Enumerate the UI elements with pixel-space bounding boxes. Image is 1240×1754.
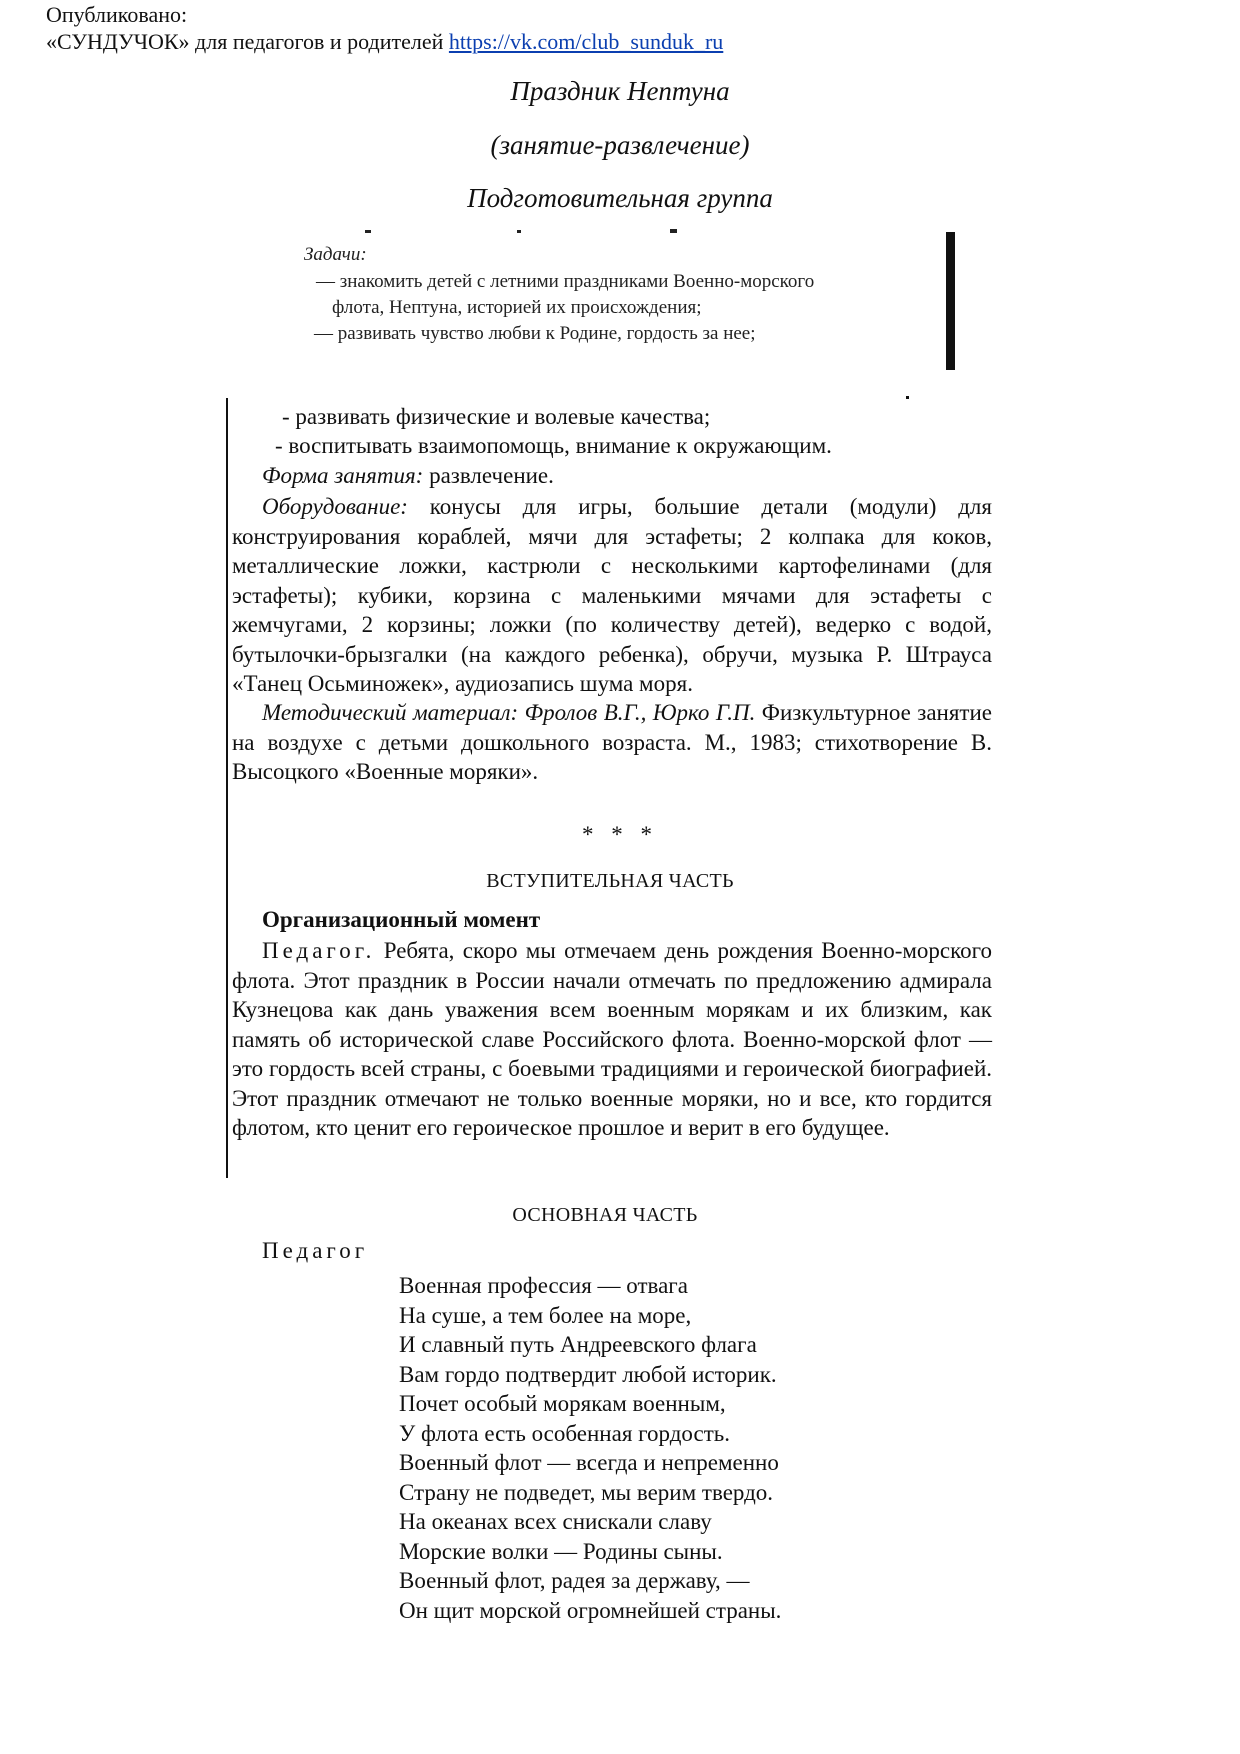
equipment-text: конусы для игры, большие детали (модули) для конструирования кораблей, мячи для эстафеты; 2 колпака для коков, металлические ложки, кастрюли с несколькими картофелинами (для эстафеты); кубики, корзина с маленькими мячами для эстафеты с жемчугами, 2 корзины; ложки (по количеству детей), ведерко с водой, бутылочки-брызгалки (на каждого ребенка), обручи, музыка Р. Штрауса «Танец Осьминожек», аудиозапись шума моря. xyxy=(232,494,992,696)
poem-line: И славный путь Андреевского флага xyxy=(399,1332,757,1357)
poem-line: Морские волки — Родины сыны. xyxy=(399,1538,723,1564)
form-line xyxy=(262,463,554,489)
poem-line: На океанах всех снискали славу xyxy=(399,1509,712,1534)
poem-line: На суше, а тем более на море, xyxy=(399,1302,692,1328)
published-source xyxy=(46,29,723,55)
main-speaker: Педагог xyxy=(262,1238,369,1263)
page-subtitle: (занятие-развлечение) xyxy=(490,130,750,160)
task-item-3: - развивать физические и волевые качества; xyxy=(282,404,711,429)
source-link[interactable]: https://vk.com/club_sunduk_ru xyxy=(448,29,724,54)
intro-subheading: Организационный момент xyxy=(262,907,541,932)
intro-speaker: Педагог. xyxy=(262,938,376,963)
poem-line: Военный флот, радея за державу, — xyxy=(399,1568,750,1593)
poem xyxy=(399,1271,781,1625)
task-item-4: - воспитывать взаимопомощь, внимание к окружающим. xyxy=(275,433,832,458)
poem-line: Военный флот — всегда и непременно xyxy=(399,1450,779,1475)
task-item-2: — развивать чувство любви к Родине, гордость за нее; xyxy=(314,323,756,344)
intro-heading: ВСТУПИТЕЛЬНАЯ ЧАСТЬ xyxy=(486,870,734,892)
method-paragraph xyxy=(232,698,992,787)
scan-mark xyxy=(365,230,371,233)
form-value: развлечение. xyxy=(423,463,554,488)
method-label: Методический материал: Фролов В.Г., Юрко Г.П. xyxy=(262,700,756,725)
intro-text: Ребята, скоро мы отмечаем день рождения Военно-морского флота. Этот праздник в России начали отмечать по предложению адмирала Кузнецова как дань уважения всем военным морякам и их близким, как память об исторической славе Российского флота. Военно-морской флот — это гордость всей страны, с боевыми традициями и героической биографией. Этот праздник отмечают не только военные моряки, но и все, кто гордится флотом, кто ценит его героическое прошлое и верит в его будущее. xyxy=(232,938,992,1140)
poem-line: Военная профессия — отвага xyxy=(399,1273,688,1298)
task-item-1a: — знакомить детей с летними праздниками Военно-морского xyxy=(316,271,815,292)
form-label: Форма занятия: xyxy=(262,463,424,488)
poem-line: Страну не подведет, мы верим твердо. xyxy=(399,1479,774,1505)
scan-edge-bar xyxy=(946,232,955,370)
tasks-label xyxy=(304,242,959,268)
equipment-paragraph xyxy=(232,492,992,699)
poem-line: У флота есть особенная гордость. xyxy=(399,1420,730,1446)
page-title: Праздник Нептуна xyxy=(510,76,730,106)
poem-line: Он щит морской огромнейшей страны. xyxy=(399,1597,782,1623)
scan-mark xyxy=(517,230,521,233)
group-title: Подготовительная группа xyxy=(467,183,773,213)
section-separator: * * * xyxy=(582,822,658,847)
main-heading: ОСНОВНАЯ ЧАСТЬ xyxy=(512,1204,698,1226)
published-prefix: «СУНДУЧОК» для педагогов и родителей xyxy=(46,29,449,54)
equipment-label: Оборудование: xyxy=(262,494,408,519)
tasks-label-text: Задачи: xyxy=(304,244,367,265)
scan-mark xyxy=(670,229,677,233)
scan-left-edge xyxy=(226,398,228,1178)
poem-line: Почет особый морякам военным, xyxy=(399,1391,726,1416)
scan-dot xyxy=(906,396,909,399)
task-item-1b: флота, Нептуна, историей их происхождения; xyxy=(332,297,702,318)
poem-line: Вам гордо подтвердит любой историк. xyxy=(399,1361,777,1387)
method-text: Физкультурное занятие на воздухе с детьми дошкольного возраста. М., 1983; стихотворение В. Высоцкого «Военные моряки». xyxy=(232,700,992,784)
published-label: Опубликовано: xyxy=(46,2,188,27)
intro-paragraph xyxy=(232,936,992,1143)
